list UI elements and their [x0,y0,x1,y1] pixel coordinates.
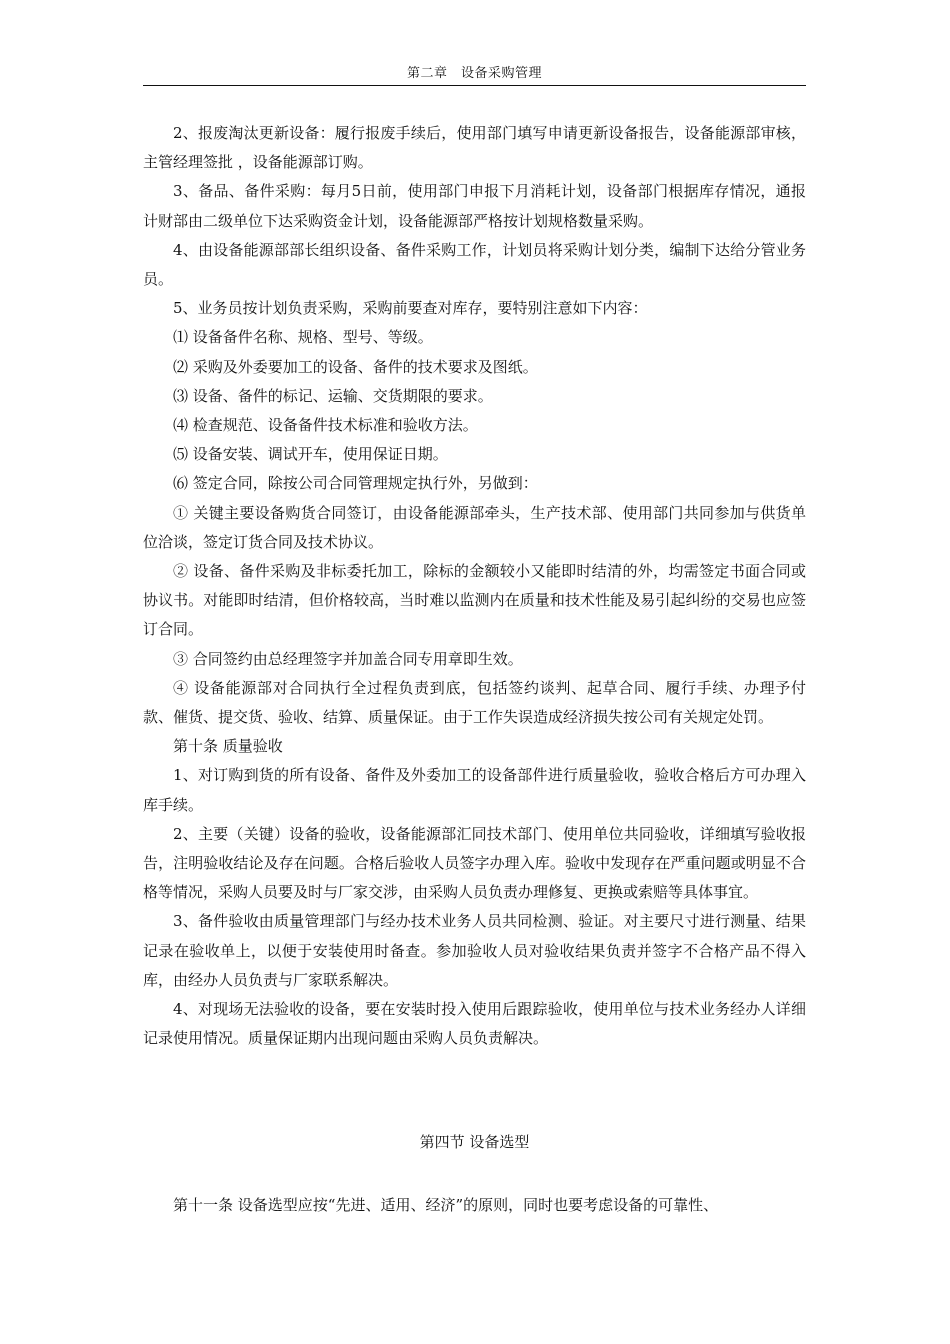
paragraph: 1、对订购到货的所有设备、备件及外委加工的设备部件进行质量验收，验收合格后方可办理入库手续。 [143,766,806,814]
sub-item: ① 关键主要设备购货合同签订，由设备能源部牵头，生产技术部、使用部门共同参加与供货单位洽谈，签定订货合同及技术协议。 [143,503,806,551]
document-body [143,119,806,1054]
list-item: ⑶ 设备、备件的标记、运输、交货期限的要求。 [173,386,493,405]
sub-item: ④ 设备能源部对合同执行全过程负责到底，包括签约谈判、起草合同、履行手续、办理予付款、催货、提交货、验收、结算、质量保证。由于工作失误造成经济损失按公司有关规定处罚。 [143,678,806,727]
paragraph: 3、备品、备件采购：每月5日前，使用部门申报下月消耗计划，设备部门根据库存情况，通报计财部由二级单位下达采购资金计划，设备能源部严格按计划规格数量采购。 [143,182,806,230]
paragraph: 4、由设备能源部部长组织设备、备件采购工作，计划员将采购计划分类，编制下达给分管业务员。 [143,240,806,289]
list-item: ⑸ 设备安装、调试开车，使用保证日期。 [173,445,448,464]
paragraph: 3、备件验收由质量管理部门与经办技术业务人员共同检测、验证。对主要尺寸进行测量、结果记录在验收单上，以便于安装使用时备查。参加验收人员对验收结果负责并签字不合格产品不得入库，由经办人员负责与厂家联系解决。 [143,912,806,989]
list-item: ⑷ 检查规范、设备备件技术标准和验收方法。 [173,416,478,435]
paragraph: 5、业务员按计划负责采购，采购前要查对库存，要特别注意如下内容： [173,299,648,318]
list-item: ⑵ 采购及外委要加工的设备、备件的技术要求及图纸。 [173,357,538,376]
list-item: ⑴ 设备备件名称、规格、型号、等级。 [173,328,433,347]
section-title: 第四节 设备选型 [419,1133,530,1151]
sub-item: ③ 合同签约由总经理签字并加盖合同专用章即生效。 [173,649,523,668]
page-header: 第二章 设备采购管理 [143,62,806,86]
paragraph: 2、报废淘汰更新设备：履行报废手续后，使用部门填写申请更新设备报告，设备能源部审核，主管经理签批 ，设备能源部订购。 [143,124,806,172]
article-heading: 第十条 质量验收 [173,737,283,756]
paragraph: 2、主要（关键）设备的验收，设备能源部汇同技术部门、使用单位共同验收，详细填写验收报告，注明验收结论及存在问题。合格后验收人员签字办理入库。验收中发现存在严重问题或明显不合格等情况，采购人员要及时与厂家交涉，由采购人员负责办理修复、更换或索赔等具体事宜。 [143,824,806,902]
paragraph: 4、对现场无法验收的设备，要在安装时投入使用后跟踪验收，使用单位与技术业务经办人详细记录使用情况。质量保证期内出现问题由采购人员负责解决。 [143,1000,806,1048]
sub-item: ② 设备、备件采购及非标委托加工，除标的金额较小又能即时结清的外，均需签定书面合同或协议书。对能即时结清，但价格较高，当时难以监测内在质量和技术性能及易引起纠纷的交易也应签订合同。 [143,562,806,639]
list-item: ⑹ 签定合同，除按公司合同管理规定执行外，另做到： [173,474,538,493]
closing-paragraph: 第十一条 设备选型应按“先进、适用、经济”的原则，同时也要考虑设备的可靠性、 [173,1196,719,1214]
